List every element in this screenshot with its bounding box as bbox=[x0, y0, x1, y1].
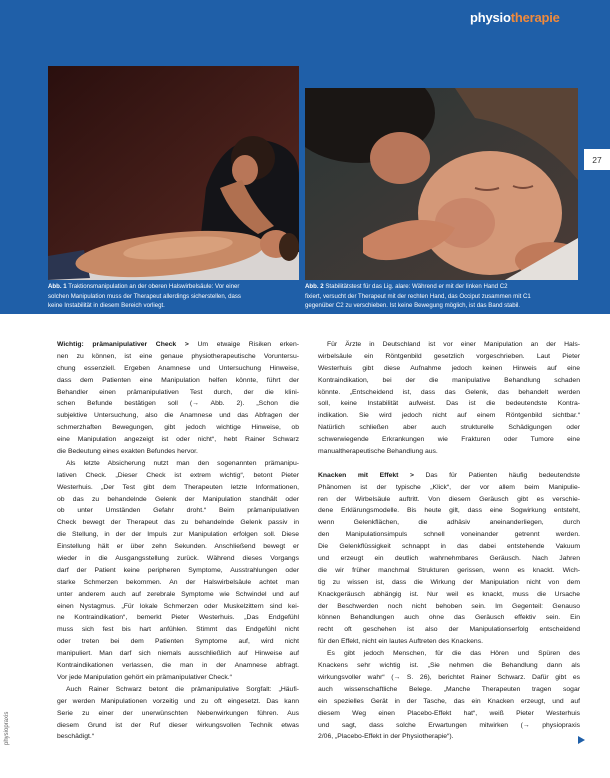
text-line: die wir früher manchmal Strukturen gerissen, wenn es knackt. Wich- bbox=[318, 566, 580, 574]
page-number: 27 bbox=[584, 149, 610, 170]
paragraph bbox=[57, 684, 299, 743]
text-line: Behandler einen prämanipulativen Test durch, der die klini- bbox=[57, 388, 299, 396]
lead-in: Wichtig: prämanipulativer Check > bbox=[57, 341, 189, 348]
paragraph bbox=[318, 470, 580, 648]
text-line: Serie zu einer der unerwünschten Nebenwirkungen führen. Aus bbox=[57, 709, 299, 717]
text-line: der Beschwerden noch nicht behoben sein. Im Gegenteil: Genauso bbox=[318, 602, 580, 610]
text-line: Auch Rainer Schwarz betont die prämanipulative Sorgfalt: „Häufi- bbox=[66, 685, 299, 693]
arrow-right-icon bbox=[578, 736, 585, 744]
text-line: manipuliert. Man darf sich niemals ausschließlich auf Hinweise auf bbox=[57, 650, 299, 658]
text-line: die Stellung, in der der Impuls zur Manipulation erfolgen soll. Diese bbox=[57, 531, 299, 539]
text-line: Phänomen ist der typische „Klick“, der vor allem beim Manipulie- bbox=[318, 483, 580, 491]
text-line: Einstellung hält er über zehn Sekunden. Anschließend bewegt er bbox=[57, 543, 299, 551]
text-line: schen Befunde bestätigen soll (→ Abb. 2). „Schon die bbox=[57, 400, 299, 408]
figure-1-caption bbox=[48, 282, 299, 311]
lead-in: Abb. 2 bbox=[305, 283, 324, 290]
text-line: nen zu können, ist eine genaue physiotherapeutische Voruntersu- bbox=[57, 352, 299, 360]
text-line: Knackgeräusch abhängig ist. Nur weil es knackt, muss die Ursache bbox=[318, 590, 580, 598]
text-line: muss sich fest bis hart anfühlen. Stimmt das Endgefühl nicht bbox=[57, 626, 299, 634]
text-line: ein spezielles Gerät in der Tasche, das ein Knacken erzeugt, und auf bbox=[318, 697, 580, 705]
text-line: fixiert, versucht der Therapeut mit der rechten Hand, das Occiput zusammen mit C1 bbox=[305, 292, 531, 300]
lead-in: Knacken mit Effekt > bbox=[318, 471, 414, 479]
text-line: Natürlich schließen aber auch strukturelle Schädigungen oder bbox=[318, 424, 580, 432]
text-line bbox=[57, 339, 299, 351]
article-column-left bbox=[57, 339, 299, 743]
brand-part-therapie: therapie bbox=[510, 10, 560, 25]
text-line: starke Schmerzen bekommen. An der Halswirbelsäule achtet man bbox=[57, 578, 299, 586]
figure-2-photo bbox=[305, 88, 578, 280]
lead-in: Abb. 1 bbox=[48, 283, 67, 290]
line-text: Traktionsmanipulation an der oberen Halswirbelsäule: Vor einer bbox=[66, 283, 240, 290]
text-line: chung essenziell. Ergeben Anamnese und Untersuchung Hinweise, bbox=[57, 364, 299, 372]
text-line: wirkungsvoller wahr“ (→ S. 26), berichtet Rainer Schwarz. Dafür gibt es bbox=[318, 673, 580, 681]
text-line: ob das zu behandelnde Gelenk der Manipulation standhält oder bbox=[57, 495, 299, 503]
text-line: manualtherapeutische Behandlung aus. bbox=[318, 448, 438, 456]
text-line: eine Manipulation angezeigt ist oder nicht“, hebt Rainer Schwarz bbox=[57, 436, 299, 444]
line-text: Stabilitätstest für das Lig. alare: Während er mit der linken Hand C2 bbox=[323, 283, 508, 290]
section-brand bbox=[470, 10, 560, 25]
text-line: diesem Weg einen Placebo-Effekt hat“, weiß Pieter Westerhuis bbox=[318, 709, 580, 717]
text-line: auch wissenschaftliche Belege. „Manche Therapeuten tragen sogar bbox=[318, 685, 580, 693]
paragraph bbox=[57, 458, 299, 684]
text-line: für den Effekt, nicht ein lautes Auftreten des Knackens. bbox=[318, 638, 483, 646]
text-line: 2/06, „Placebo-Effekt in der Physiotherapie“). bbox=[318, 733, 454, 741]
text-line: ob unter Umständen Gefahr droht.“ Beim prämanipulativen bbox=[57, 507, 299, 515]
line-text: Um etwaige Risiken erken- bbox=[188, 341, 299, 348]
text-line bbox=[318, 470, 580, 482]
line-text: Das für Patienten häufig bedeutendste bbox=[413, 471, 580, 479]
text-line: soll, keine Instabilität aufweist. Das ist die bedeutendste Kontra- bbox=[318, 400, 580, 408]
text-line: beschädigt.“ bbox=[57, 733, 95, 741]
text-line: dene Erklärungsmodelle. Bis heute gilt, dass eine Sogwirkung entsteht, bbox=[318, 507, 580, 515]
text-line: einen Nystagmus. „Für lokale Schmerzen oder Muskelzittern sind kei- bbox=[57, 602, 299, 610]
text-line: und sagt, dass solche Erwartungen mitwirken (→ physiopraxis bbox=[318, 721, 580, 729]
text-line: ren der Wirbelsäule auftritt. Von diesem Geräusch gibt es verschie- bbox=[318, 495, 580, 503]
text-line: Für Ärzte in Deutschland ist vor einer Manipulation an der Hals- bbox=[327, 341, 580, 348]
text-line: diesem Grund ist der Ruf dieser wirkungsvollen Technik etwas bbox=[57, 721, 299, 729]
text-line: den Manipulationsimpuls schnell voneinander getrennt werden. bbox=[318, 531, 580, 539]
text-line: wieder in die Ausgangsstellung zurück. Während dieses Vorgangs bbox=[57, 555, 299, 563]
text-line: Vor jede Manipulation gehört ein prämanipulativer Check.“ bbox=[57, 673, 232, 681]
text-line: indikation. Sie wird jedoch nicht auf einem Röntgenbild sichtbar.“ bbox=[318, 412, 580, 420]
journal-name: physiopraxis bbox=[4, 711, 10, 745]
alar-ligament-test-image bbox=[305, 88, 578, 280]
text-line: können Behandlungen auch ohne das Geräusch effektiv sein. Ein bbox=[318, 614, 580, 622]
text-line: tig zu wissen ist, dass die Wirkung der Manipulation nicht von dem bbox=[318, 578, 580, 586]
text-line: könnte. „Entscheidend ist, dass das Gelenk, das behandelt werden bbox=[318, 388, 580, 396]
paragraph bbox=[318, 648, 580, 743]
text-line: die Bedeutung eines exakten Befundes hervor. bbox=[57, 448, 198, 456]
text-line: solchen Manipulation muss der Therapeut allerdings sicherstellen, dass bbox=[48, 292, 241, 300]
text-line: schmerzhaften Bewegungen, gibt jedoch wichtige Hinweise, ob bbox=[57, 424, 299, 432]
text-line: Kontraindikation, bei der die manipulative Behandlung schaden bbox=[318, 376, 580, 384]
text-line: Es gibt jedoch Menschen, für die das Hören und Spüren des bbox=[327, 650, 580, 658]
text-line: recht oft geschehen ist also der Manipulationserfolg entscheidend bbox=[318, 626, 580, 634]
paragraph bbox=[57, 339, 299, 458]
figure-2-caption bbox=[305, 282, 581, 311]
brand-part-physio: physio bbox=[470, 10, 511, 25]
text-line: Westerhuis gibt diese Aufnahme jedoch keinen Hinweis auf eine bbox=[318, 364, 580, 372]
text-line: Westerhuis. „Der Test gibt dem Therapeuten letzte Informationen, bbox=[57, 483, 299, 491]
figure-1-photo bbox=[48, 66, 299, 280]
text-line: Check bewegt der Therapeut das zu behandelnde Gelenk passiv in bbox=[57, 519, 299, 527]
text-line: Kontraindikationen verlassen, die man in der Anamnese abfragt. bbox=[57, 662, 299, 670]
text-line: ger werden Manipulationen vorzeitig und zu oft eingesetzt. Das kann bbox=[57, 697, 299, 705]
text-line: und erzeugt ein deutlich wahrnehmbares Geräusch. Nach Jahren bbox=[318, 555, 580, 563]
text-line: dass dem Patienten eine Manipulation helfen könnte, führt der bbox=[57, 376, 299, 384]
text-line: darf der Patient keine peripheren Symptome, Ausstrahlungen oder bbox=[57, 566, 299, 574]
text-line bbox=[305, 282, 581, 292]
text-line: schwerwiegende Erkrankungen wie Frakturen oder Tumore eine bbox=[318, 436, 580, 444]
text-line: wenn Gelenkflächen, die adhäsiv aneinanderliegen, durch bbox=[318, 519, 580, 527]
text-line: subjektive Untersuchung, also die Anamnese und das Abfragen der bbox=[57, 412, 299, 420]
article-column-right bbox=[318, 339, 580, 743]
text-line: unter anderem auch auf zerebrale Symptome wie Schwindel und auf bbox=[57, 590, 299, 598]
traction-manipulation-image bbox=[48, 66, 299, 280]
paragraph bbox=[318, 339, 580, 458]
text-line: Die Gelenkflüssigkeit schnappt in das dabei entstehende Vakuum bbox=[318, 543, 580, 551]
text-line: keine Instabilität in diesem Bereich vorliegt. bbox=[48, 302, 165, 310]
text-line: ne Kontraindikation“, bemerkt Pieter Westerhuis. „Das Endgefühl bbox=[57, 614, 299, 622]
text-line: gegenüber C2 zu verschieben. Ist keine Bewegung möglich, ist das Band stabil. bbox=[305, 302, 521, 310]
text-line bbox=[48, 282, 299, 292]
text-line: lativen Check. „Dieser Check ist extrem wichtig“, betont Pieter bbox=[57, 471, 299, 479]
text-line: Knackens sehr wichtig ist. „Sie nehmen die Behandlung dann als bbox=[318, 662, 580, 670]
text-line: oder treten bei dem Patienten Symptome auf, wird nicht bbox=[57, 638, 299, 646]
text-line: wirbelsäule ein Röntgenbild gesetzlich vorgeschrieben. Laut Pieter bbox=[318, 352, 580, 360]
text-line: Als letzte Absicherung nutzt man den sogenannten prämanipu- bbox=[66, 459, 299, 467]
